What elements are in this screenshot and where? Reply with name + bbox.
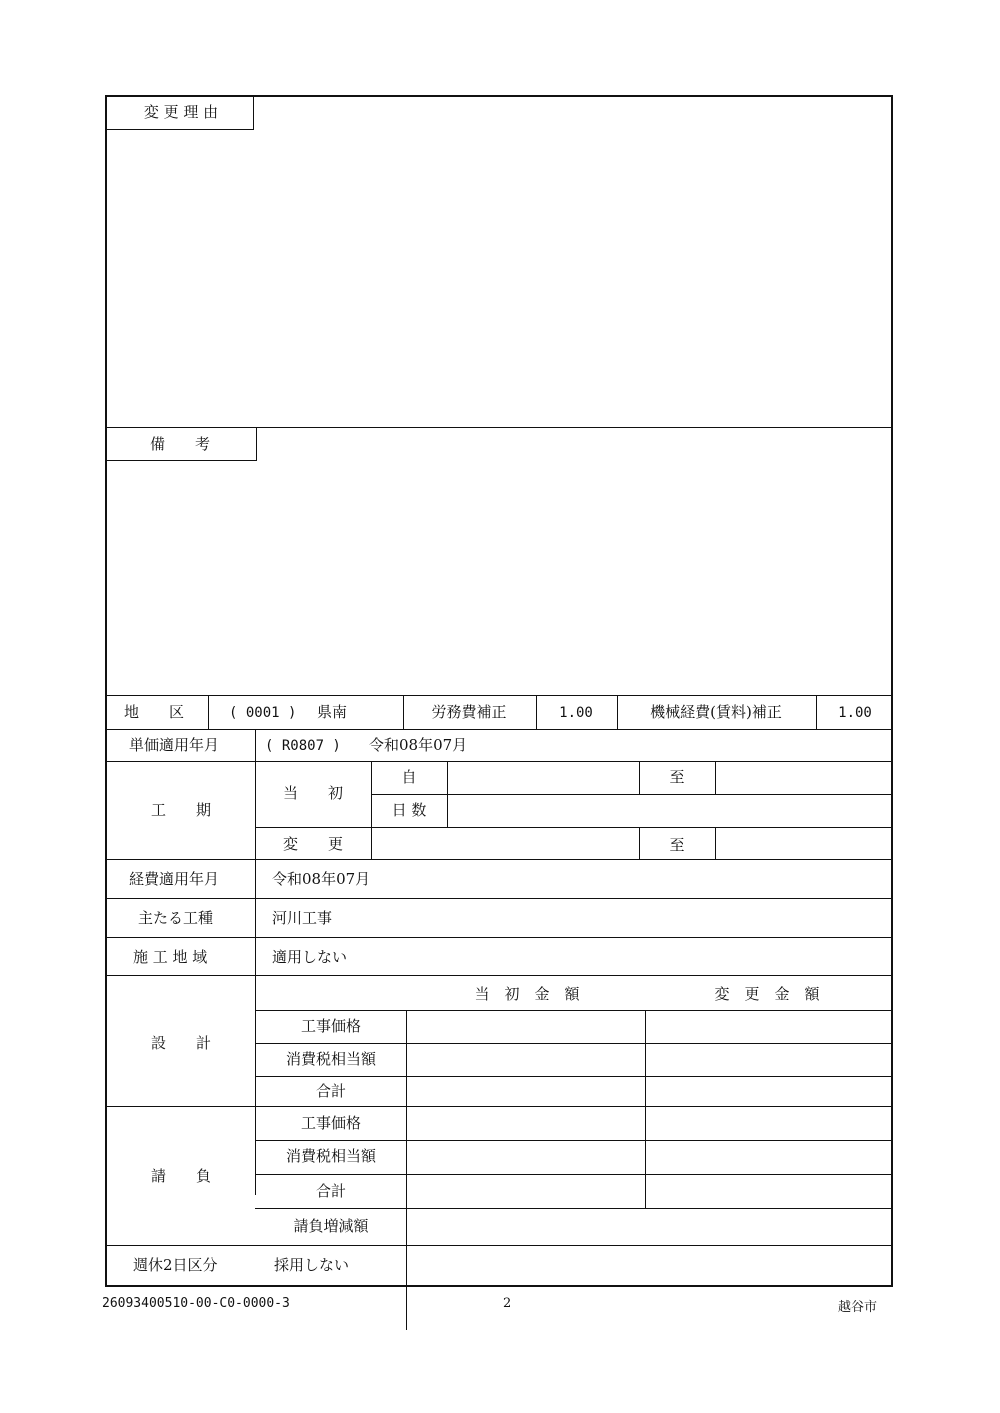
divider bbox=[371, 761, 372, 859]
divider bbox=[107, 975, 893, 976]
expense-month-label: 経費適用年月 bbox=[129, 870, 220, 888]
from-date-field[interactable] bbox=[449, 763, 637, 792]
divider bbox=[255, 1043, 893, 1044]
labor-correction-label: 労務費補正 bbox=[431, 703, 507, 721]
divider bbox=[107, 761, 893, 762]
divider bbox=[617, 695, 618, 729]
divider bbox=[255, 1076, 893, 1077]
weekly-holiday-label: 週休2日区分 bbox=[133, 1256, 218, 1274]
unit-price-code: ( R0807 ) bbox=[265, 738, 341, 754]
divider bbox=[639, 827, 640, 859]
design-price-label: 工事価格 bbox=[300, 1017, 362, 1035]
document-id: 26093400510-00-C0-0000-3 bbox=[102, 1296, 290, 1311]
from-label: 自 bbox=[401, 768, 417, 786]
divider bbox=[536, 695, 537, 729]
divider bbox=[208, 695, 209, 729]
contract-tax-label: 消費税相当額 bbox=[285, 1147, 377, 1165]
machine-correction-value: 1.00 bbox=[838, 705, 872, 721]
divider bbox=[255, 1208, 893, 1209]
divider bbox=[107, 695, 893, 696]
remarks-area[interactable] bbox=[259, 463, 889, 693]
change-label: 変 更 bbox=[282, 835, 344, 853]
form-frame bbox=[105, 95, 893, 1287]
to-date-field[interactable] bbox=[717, 763, 891, 792]
design-label: 設 計 bbox=[150, 1034, 212, 1052]
divider bbox=[371, 794, 893, 795]
divider bbox=[715, 827, 716, 859]
divider bbox=[107, 1245, 893, 1246]
unit-price-value: 令和08年07月 bbox=[369, 736, 468, 754]
area-label: 施 工 地 域 bbox=[133, 948, 208, 966]
machine-correction-label: 機械経費(賃料)補正 bbox=[650, 703, 782, 721]
divider bbox=[406, 1010, 407, 1330]
divider bbox=[255, 729, 256, 1195]
contract-price-label: 工事価格 bbox=[300, 1114, 362, 1132]
divider bbox=[645, 1010, 646, 1208]
divider bbox=[255, 1174, 893, 1175]
to-label: 至 bbox=[669, 768, 685, 786]
contract-total-label: 合計 bbox=[315, 1182, 347, 1200]
divider bbox=[107, 898, 893, 899]
contract-label: 請 負 bbox=[150, 1167, 212, 1185]
divider bbox=[715, 761, 716, 794]
district-label: 地 区 bbox=[124, 703, 185, 721]
divider bbox=[107, 729, 893, 730]
initial-label: 当 初 bbox=[282, 784, 344, 802]
design-tax-label: 消費税相当額 bbox=[285, 1050, 377, 1068]
page-number: 2 bbox=[503, 1296, 512, 1311]
labor-correction-value: 1.00 bbox=[559, 705, 593, 721]
divider bbox=[107, 937, 893, 938]
period-label: 工 期 bbox=[150, 801, 212, 819]
expense-month-value: 令和08年07月 bbox=[272, 870, 371, 888]
divider bbox=[403, 695, 404, 729]
main-work-value: 河川工事 bbox=[272, 909, 333, 927]
main-work-label: 主たる工種 bbox=[138, 909, 214, 927]
initial-amount-header: 当 初 金 額 bbox=[474, 985, 580, 1003]
divider bbox=[255, 827, 893, 828]
weekly-holiday-value: 採用しない bbox=[274, 1256, 350, 1274]
divider bbox=[107, 859, 893, 860]
remarks-label: 備 考 bbox=[149, 435, 211, 453]
change-reason-area[interactable] bbox=[257, 131, 887, 421]
divider bbox=[639, 761, 640, 794]
days-label: 日 数 bbox=[391, 801, 427, 819]
change-from-field[interactable] bbox=[373, 829, 637, 857]
unit-price-label: 単価適用年月 bbox=[129, 736, 220, 754]
area-value: 適用しない bbox=[272, 948, 348, 966]
change-to-label: 至 bbox=[669, 836, 685, 854]
divider bbox=[107, 1106, 893, 1107]
change-to-field[interactable] bbox=[717, 829, 891, 857]
contract-diff-label: 請負増減額 bbox=[293, 1217, 369, 1235]
change-reason-label: 変 更 理 由 bbox=[143, 103, 219, 121]
days-field[interactable] bbox=[449, 796, 891, 825]
district-name: 県南 bbox=[317, 703, 348, 721]
changed-amount-header: 変 更 金 額 bbox=[714, 985, 820, 1003]
divider bbox=[816, 695, 817, 729]
design-total-label: 合計 bbox=[315, 1082, 347, 1100]
divider bbox=[255, 1010, 893, 1011]
divider bbox=[255, 1140, 893, 1141]
city-name: 越谷市 bbox=[838, 1300, 878, 1315]
district-code: ( 0001 ) bbox=[229, 705, 297, 721]
